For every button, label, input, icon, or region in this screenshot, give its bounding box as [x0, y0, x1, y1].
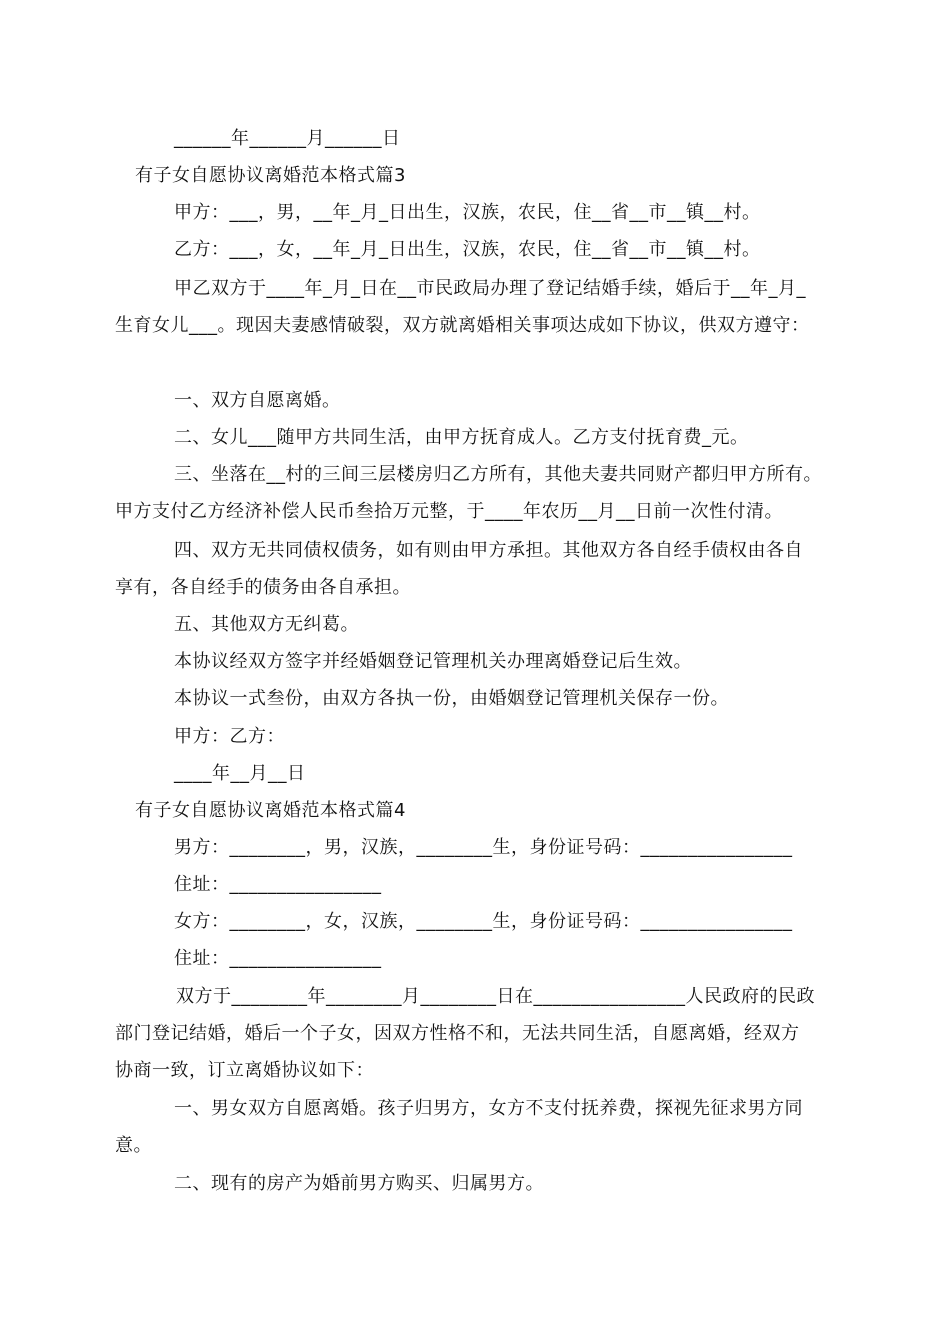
male-party-line: 男方：________，男，汉族，________生，身份证号码：________________: [174, 837, 793, 858]
clause-3: 三、坐落在__村的三间三层楼房归乙方所有，其他夫妻共同财产都归甲方所有。: [174, 464, 822, 485]
clause-3-cont: 甲方支付乙方经济补偿人民币叁拾万元整，于____年农历__月__日前一次性付清。: [115, 501, 783, 522]
clause-4-cont: 享有，各自经手的债务由各自承担。: [115, 577, 411, 598]
section-heading-3: 有子女自愿协议离婚范本格式篇3: [135, 165, 406, 186]
address-line: 住址：________________: [174, 948, 382, 969]
paragraph-line: 部门登记结婚，婚后一个子女，因双方性格不和，无法共同生活，自愿离婚，经双方: [115, 1023, 800, 1044]
section-heading-4: 有子女自愿协议离婚范本格式篇4: [135, 800, 406, 821]
clause-5: 五、其他双方无纠葛。: [174, 614, 359, 635]
clause-2: 二、现有的房产为婚前男方购买、归属男方。: [174, 1173, 544, 1194]
party-b-line: 乙方：___，女，__年_月_日出生，汉族，农民，住__省__市__镇__村。: [174, 239, 761, 260]
clause-2: 二、女儿___随甲方共同生活，由甲方抚育成人。乙方支付抚育费_元。: [174, 427, 749, 448]
date-line: ______年______月______日: [174, 128, 401, 149]
effective-line: 本协议经双方签字并经婚姻登记管理机关办理离婚登记后生效。: [174, 651, 692, 672]
clause-4: 四、双方无共同债权债务，如有则由甲方承担。其他双方各自经手债权由各自: [174, 540, 803, 561]
paragraph-line: 甲乙双方于____年_月_日在__市民政局办理了登记结婚手续，婚后于__年_月_: [174, 278, 806, 299]
paragraph-line: 双方于________年________月________日在________________人民政府的民政: [176, 986, 815, 1007]
date-line: ____年__月__日: [174, 763, 306, 784]
signature-line: 甲方：乙方：: [174, 726, 285, 747]
paragraph-line: 协商一致，订立离婚协议如下：: [115, 1060, 374, 1081]
party-a-line: 甲方：___，男，__年_月_日出生，汉族，农民，住__省__市__镇__村。: [174, 202, 761, 223]
clause-1: 一、双方自愿离婚。: [174, 390, 341, 411]
female-party-line: 女方：________，女，汉族，________生，身份证号码：________________: [174, 911, 793, 932]
copies-line: 本协议一式叁份，由双方各执一份，由婚姻登记管理机关保存一份。: [174, 688, 729, 709]
paragraph-line: 生育女儿___。现因夫妻感情破裂，双方就离婚相关事项达成如下协议，供双方遵守：: [115, 315, 810, 336]
clause-1: 一、男女双方自愿离婚。孩子归男方，女方不支付抚养费，探视先征求男方同: [174, 1098, 803, 1119]
clause-1-cont: 意。: [115, 1135, 152, 1156]
address-line: 住址：________________: [174, 874, 382, 895]
